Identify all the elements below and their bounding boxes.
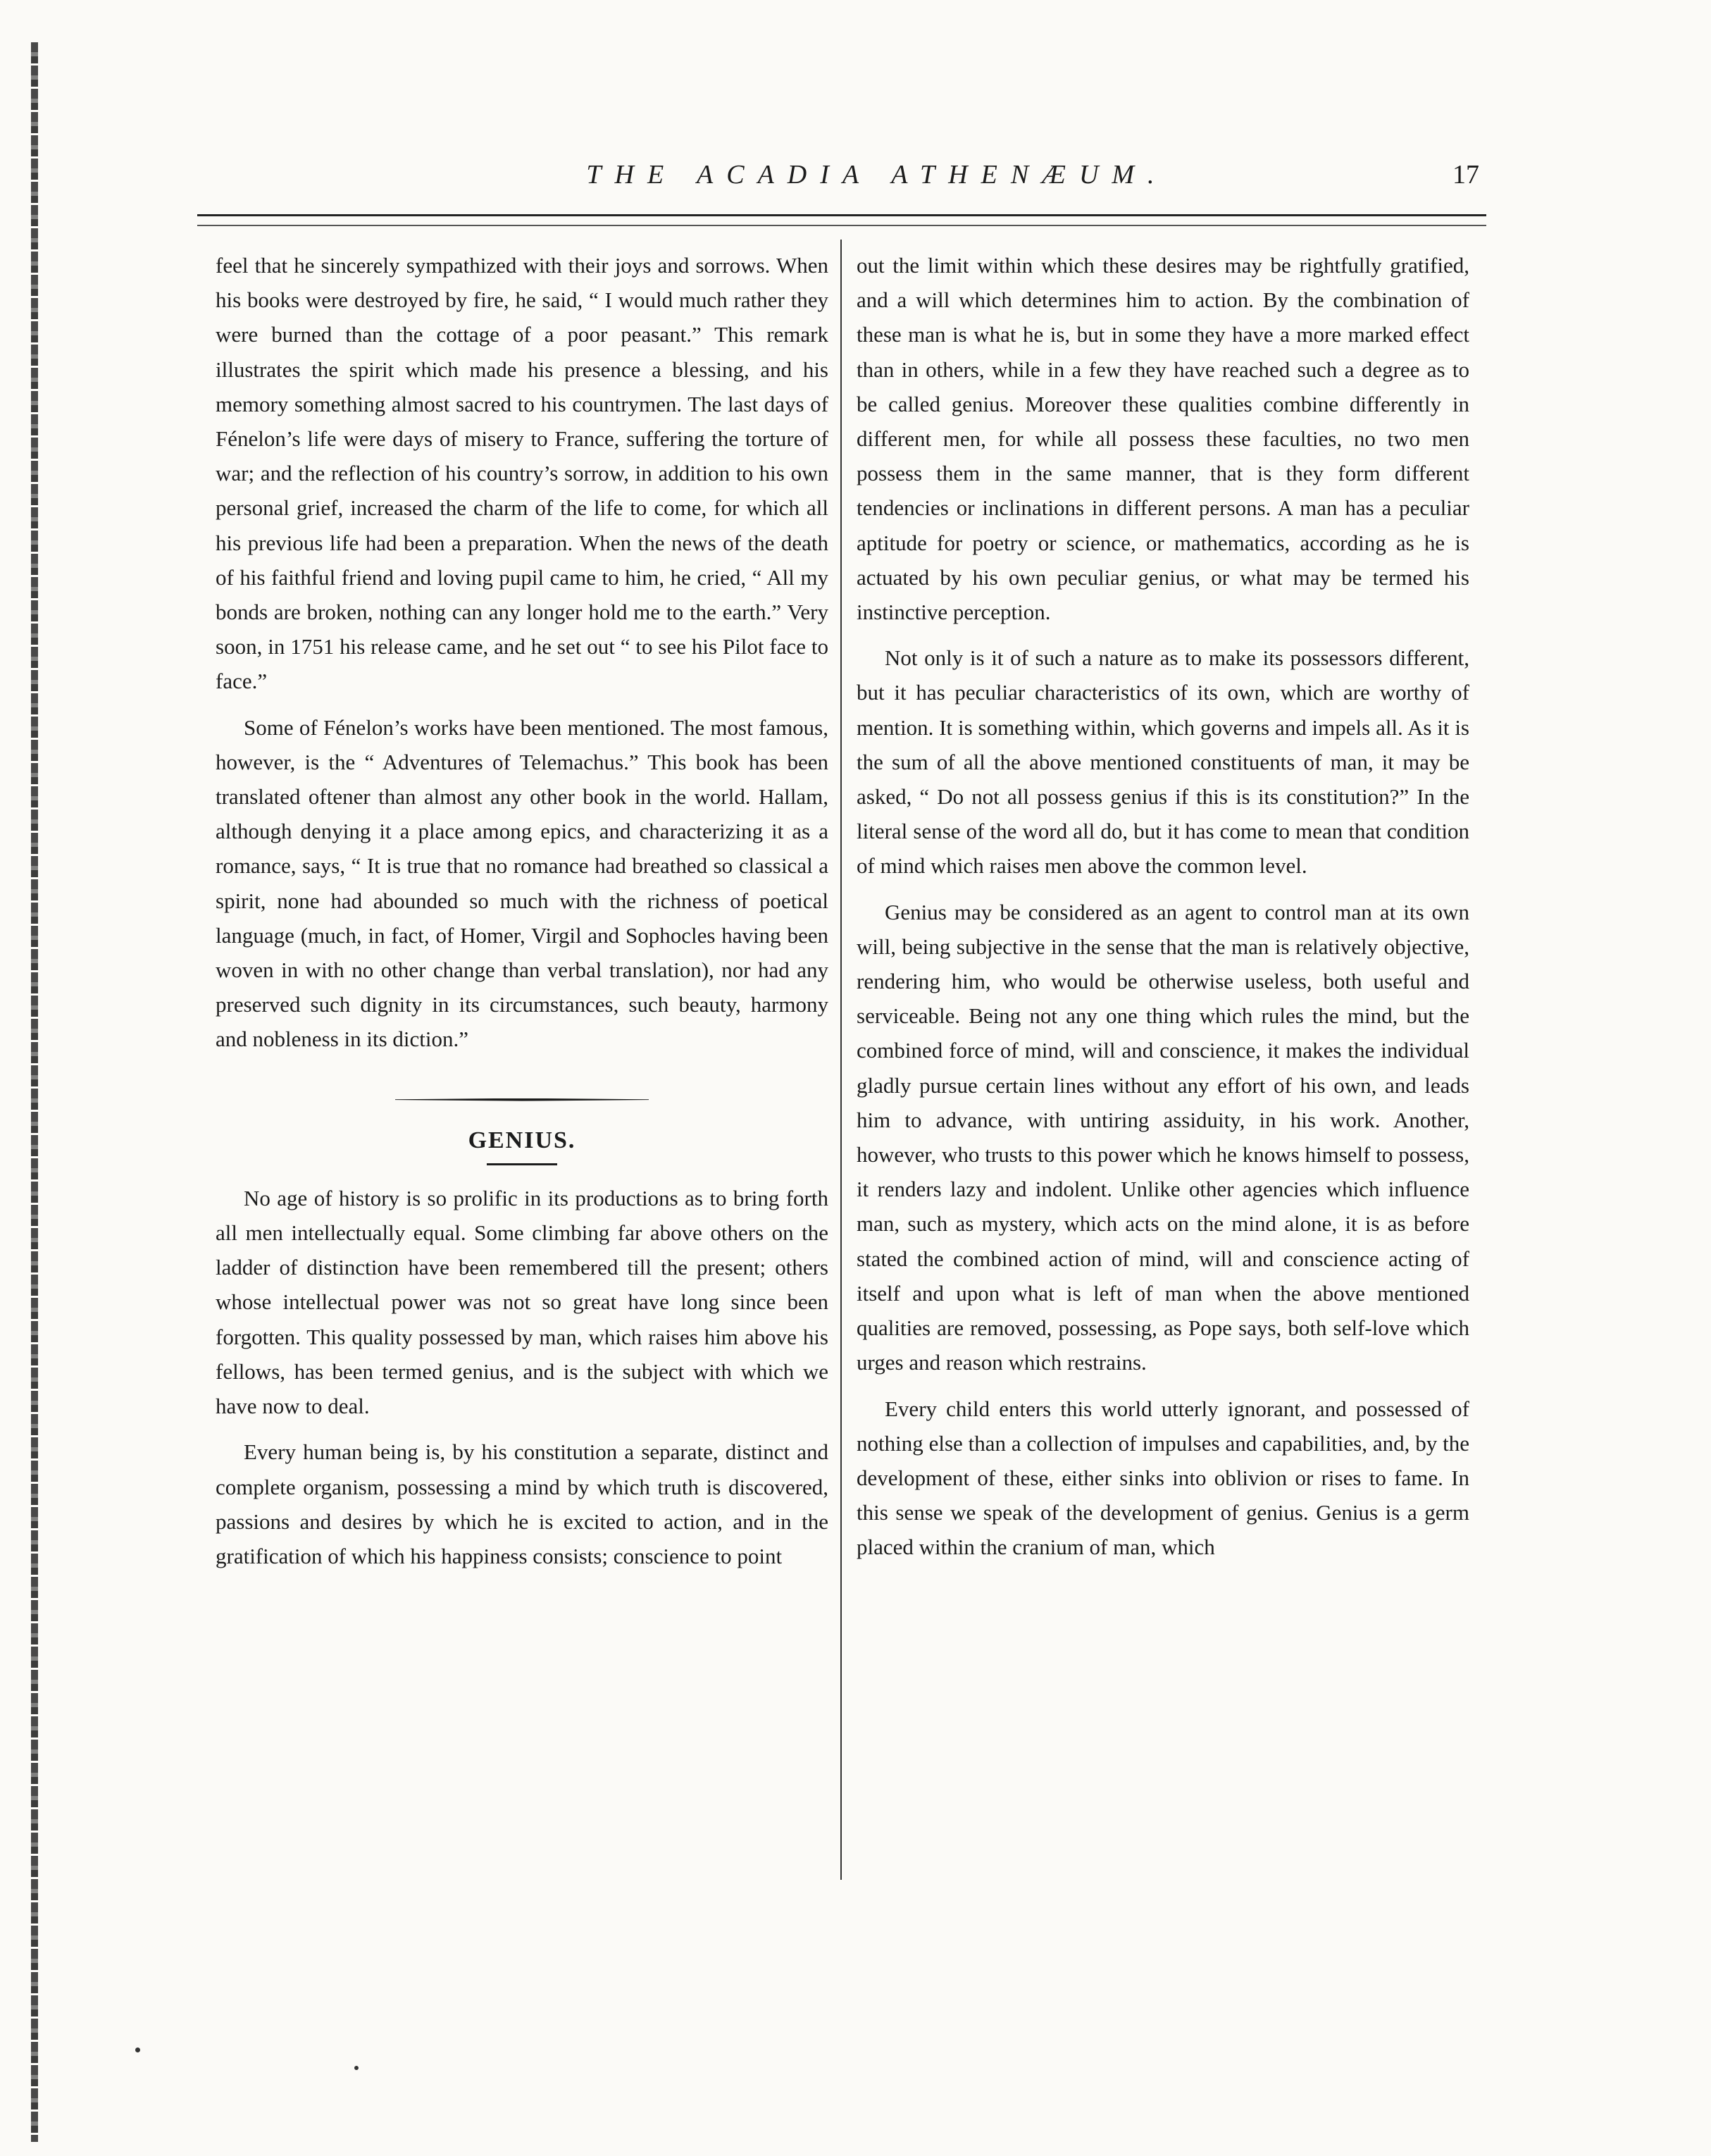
running-head — [190, 159, 1479, 202]
header-rule — [197, 214, 1486, 226]
heading-underline — [487, 1163, 557, 1165]
paragraph: Genius may be considered as an agent to control man at its own will, being subjective in the sense that the man is relatively objective, rendering him, who would be otherwise useless, both useful and serviceable. Being not any one thing which rules the mind, but the combined force of mind, will and conscience, it makes the individual gladly pursue certain lines without any effort of his own, and leads him to advance, with untiring assiduity, in his work. Another, however, who trusts to this power which he knows himself to possess, it renders lazy and indolent. Unlike other agencies which influence man, such as mystery, which acts on the mind alone, it is as before stated the combined action of mind, will and conscience acting of itself and upon what is left of man when the above mentioned qualities are removed, possessing, as Pope says, both self-love which urges and reason which restrains. — [857, 899, 1469, 1375]
ink-speck — [354, 2066, 359, 2070]
binding-edge — [31, 42, 38, 2142]
paragraph: Not only is it of such a nature as to make its possessors different, but it has peculiar characteristics of its own, which are worthy of mention. It is something within, which governs and impels all. As it is the sum of all the above mentioned constituents of man, it may be asked, “ Do not all possess genius if this is its constitution?” In the literal sense of the word all do, but it has come to mean that condition of mind which raises men above the common level. — [857, 645, 1469, 879]
page-number: 17 — [1452, 160, 1479, 190]
ink-speck — [135, 2047, 140, 2052]
paragraph: Some of Fénelon’s works have been mentioned. The most famous, however, is the “ Adventures of Telemachus.” This book has been translated oftener than almost any other book in the world. Hallam, although denying it a place among epics, and characterizing it as a romance, says, “ It is true that no romance had breathed so classical a spirit, none had abounded so much with the richness of poetical language (much, in fact, of Homer, Virgil and Sophocles having been woven in with no other change than verbal translation), nor had any preserved such dignity in its circumstances, such beauty, harmony and nobleness in its diction.” — [216, 714, 828, 1052]
column-divider — [840, 240, 842, 1880]
paragraph: feel that he sincerely sympathized with their joys and sorrows. When his books were destroyed by fire, he said, “ I would much rather they were burned than the cottage of a poor peasant.” This remark illustrates the spirit which made his presence a blessing, and his memory something almost sacred to his countrymen. The last days of Fénelon’s life were days of misery to France, suffering the torture of war; and the reflection of his country’s sorrow, in addition to his own personal grief, increased the charm of the life to come, for which all his previous life had been a preparation. When the news of the death of his faithful friend and loving pupil came to him, he cried, “ All my bonds are broken, nothing can any longer hold me to the earth.” Very soon, in 1751 his release came, and he set out “ to see his Pilot face to face.” — [216, 253, 828, 694]
left-column — [216, 248, 828, 1573]
paragraph: out the limit within which these desires may be rightfully gratified, and a will which determines him to action. By the combination of these man is what he is, but in some they have a more marked effect than in others, while in a few they have reached such a degree as to be called genius. Moreover these qualities combine differently in different men, for while all possess these faculties, no two men possess them in the same manner, that is they form different tendencies or inclinations in different persons. A man has a peculiar aptitude for poetry or science, or mathematics, according as he is actuated by his own peculiar genius, or what may be termed his instinctive perception. — [857, 253, 1469, 625]
paragraph: Every human being is, by his constitution a separate, distinct and complete organism, possessing a mind by which truth is discovered, passions and desires by which he is excited to action, and in the gratification of which his happiness consists; conscience to point — [216, 1439, 828, 1568]
section-heading: GENIUS. — [468, 1127, 576, 1153]
paragraph: Every child enters this world utterly ignorant, and possessed of nothing else than a collection of impulses and capabilities, and, by the development of these, either sinks into oblivion or rises to fame. In this sense we speak of the development of genius. Genius is a germ placed within the cranium of man, which — [857, 1396, 1469, 1560]
running-title: THE ACADIA ATHENÆUM. — [586, 160, 1168, 190]
right-column — [857, 248, 1469, 1565]
section-ornament-rule — [395, 1096, 649, 1103]
paragraph: No age of history is so prolific in its productions as to bring forth all men intellectually equal. Some climbing far above others on the ladder of distinction have been remembered till the present; others whose intellectual power was not so great have long since been forgotten. This quality possessed by man, which raises him above his fellows, has been termed genius, and is the subject with which we have now to deal. — [216, 1185, 828, 1419]
